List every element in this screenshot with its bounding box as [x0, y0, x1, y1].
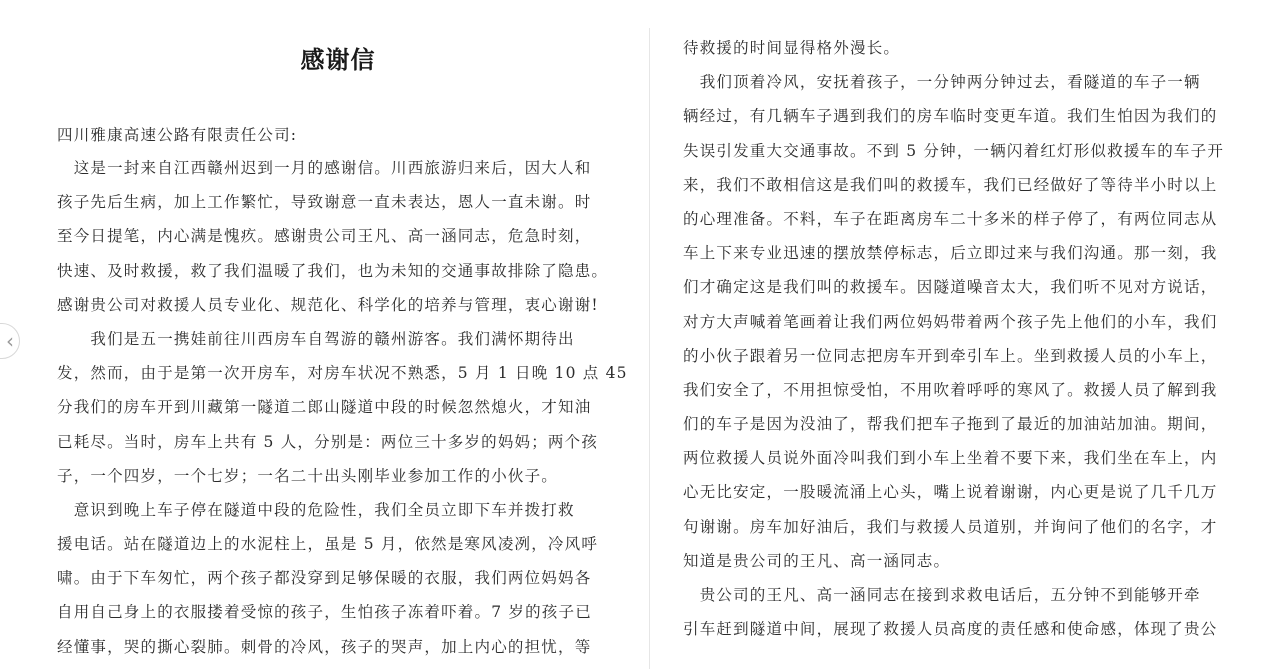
text-line: 分我们的房车开到川藏第一隧道二郎山隧道中段的时候忽然熄火，才知油: [57, 398, 592, 417]
text-line: 贵公司的王凡、高一涵同志在接到求救电话后，五分钟不到能够开牵: [683, 586, 1201, 604]
text-line: 感谢贵公司对救援人员专业化、规范化、科学化的培养与管理，衷心谢谢!: [57, 295, 599, 314]
salutation: 四川雅康高速公路有限责任公司:: [57, 126, 298, 144]
text-line: 援电话。站在隧道边上的水泥柱上，虽是 5 月，依然是寒风凌冽，冷风呼: [57, 535, 599, 554]
document-page-right: [650, 0, 1266, 669]
text-line: 来，我们不敢相信这是我们叫的救援车，我们已经做好了等待半小时以上: [683, 175, 1218, 194]
right-page-text: [683, 31, 1248, 646]
text-line: 们才确定这是我们叫的救援车。因隧道噪音太大，我们听不见对方说话，: [683, 278, 1218, 297]
text-line: 我们安全了，不用担惊受怕，不用吹着呼呼的寒风了。救援人员了解到我: [683, 380, 1218, 399]
text-line: 自用自己身上的衣服搂着受惊的孩子，生怕孩子冻着吓着。7 岁的孩子已: [57, 603, 592, 622]
text-line: 至今日提笔，内心满是愧疚。感谢贵公司王凡、高一涵同志，危急时刻，: [57, 227, 592, 246]
text-line: 辆经过，有几辆车子遇到我们的房车临时变更车道。我们生怕因为我们的: [683, 107, 1218, 126]
text-line: 车上下来专业迅速的摆放禁停标志，后立即过来与我们沟通。那一刻，我: [683, 244, 1218, 263]
text-line: 心无比安定，一股暖流涌上心头，嘴上说着谢谢，内心更是说了几千几万: [683, 483, 1218, 502]
text-line: 的小伙子跟着另一位同志把房车开到牵引车上。坐到救援人员的小车上，: [683, 346, 1218, 365]
text-line: 孩子先后生病，加上工作繁忙，导致谢意一直未表达，恩人一直未谢。时: [57, 193, 592, 212]
text-line: 这是一封来自江西赣州迟到一月的感谢信。川西旅游归来后，因大人和: [57, 159, 592, 177]
text-line: 快速、及时救援，救了我们温暖了我们，也为未知的交通事故排除了隐患。: [57, 261, 609, 280]
text-line: 意识到晚上车子停在隧道中段的危险性，我们全员立即下车并拨打救: [57, 500, 575, 519]
text-line: 引车赶到隧道中间，展现了救援人员高度的责任感和使命感，体现了贵公: [683, 620, 1218, 639]
text-line: 发，然而，由于是第一次开房车，对房车状况不熟悉，5 月 1 日晚 10 点 45: [57, 364, 628, 383]
chevron-left-icon: ‹: [6, 329, 14, 353]
text-line: 句谢谢。房车加好油后，我们与救援人员道别，并询问了他们的名字，才: [683, 517, 1218, 536]
text-line: 的心理准备。不料，车子在距离房车二十多米的样子停了，有两位同志从: [683, 209, 1218, 228]
prev-page-button[interactable]: [0, 323, 20, 359]
text-line: 知道是贵公司的王凡、高一涵同志。: [683, 551, 951, 570]
text-line: 两位救援人员说外面冷叫我们到小车上坐着不要下来，我们坐在车上，内: [683, 449, 1218, 468]
text-line: 经懂事，哭的撕心裂肺。刺骨的冷风，孩子的哭声，加上内心的担忧，等: [57, 637, 592, 656]
text-line: 子，一个四岁，一个七岁；一名二十出头刚毕业参加工作的小伙子。: [57, 466, 559, 485]
text-line: 待救援的时间显得格外漫长。: [683, 39, 901, 57]
left-page-text: [57, 151, 628, 664]
text-line: 我们顶着冷风，安抚着孩子，一分钟两分钟过去，看隧道的车子一辆: [683, 73, 1201, 92]
document-title: 感谢信: [300, 45, 376, 74]
text-line: 失误引发重大交通事故。不到 5 分钟，一辆闪着红灯形似救援车的车子开: [683, 141, 1225, 160]
text-line: 啸。由于下车匆忙，两个孩子都没穿到足够保暖的衣服，我们两位妈妈各: [57, 569, 592, 588]
text-line: 对方大声喊着笔画着让我们两位妈妈带着两个孩子先上他们的小车，我们: [683, 312, 1218, 331]
text-line: 们的车子是因为没油了，帮我们把车子拖到了最近的加油站加油。期间，: [683, 415, 1218, 434]
text-line: 我们是五一携娃前往川西房车自驾游的赣州游客。我们满怀期待出: [57, 329, 575, 348]
text-line: 已耗尽。当时，房车上共有 5 人，分别是：两位三十多岁的妈妈；两个孩: [57, 432, 599, 451]
